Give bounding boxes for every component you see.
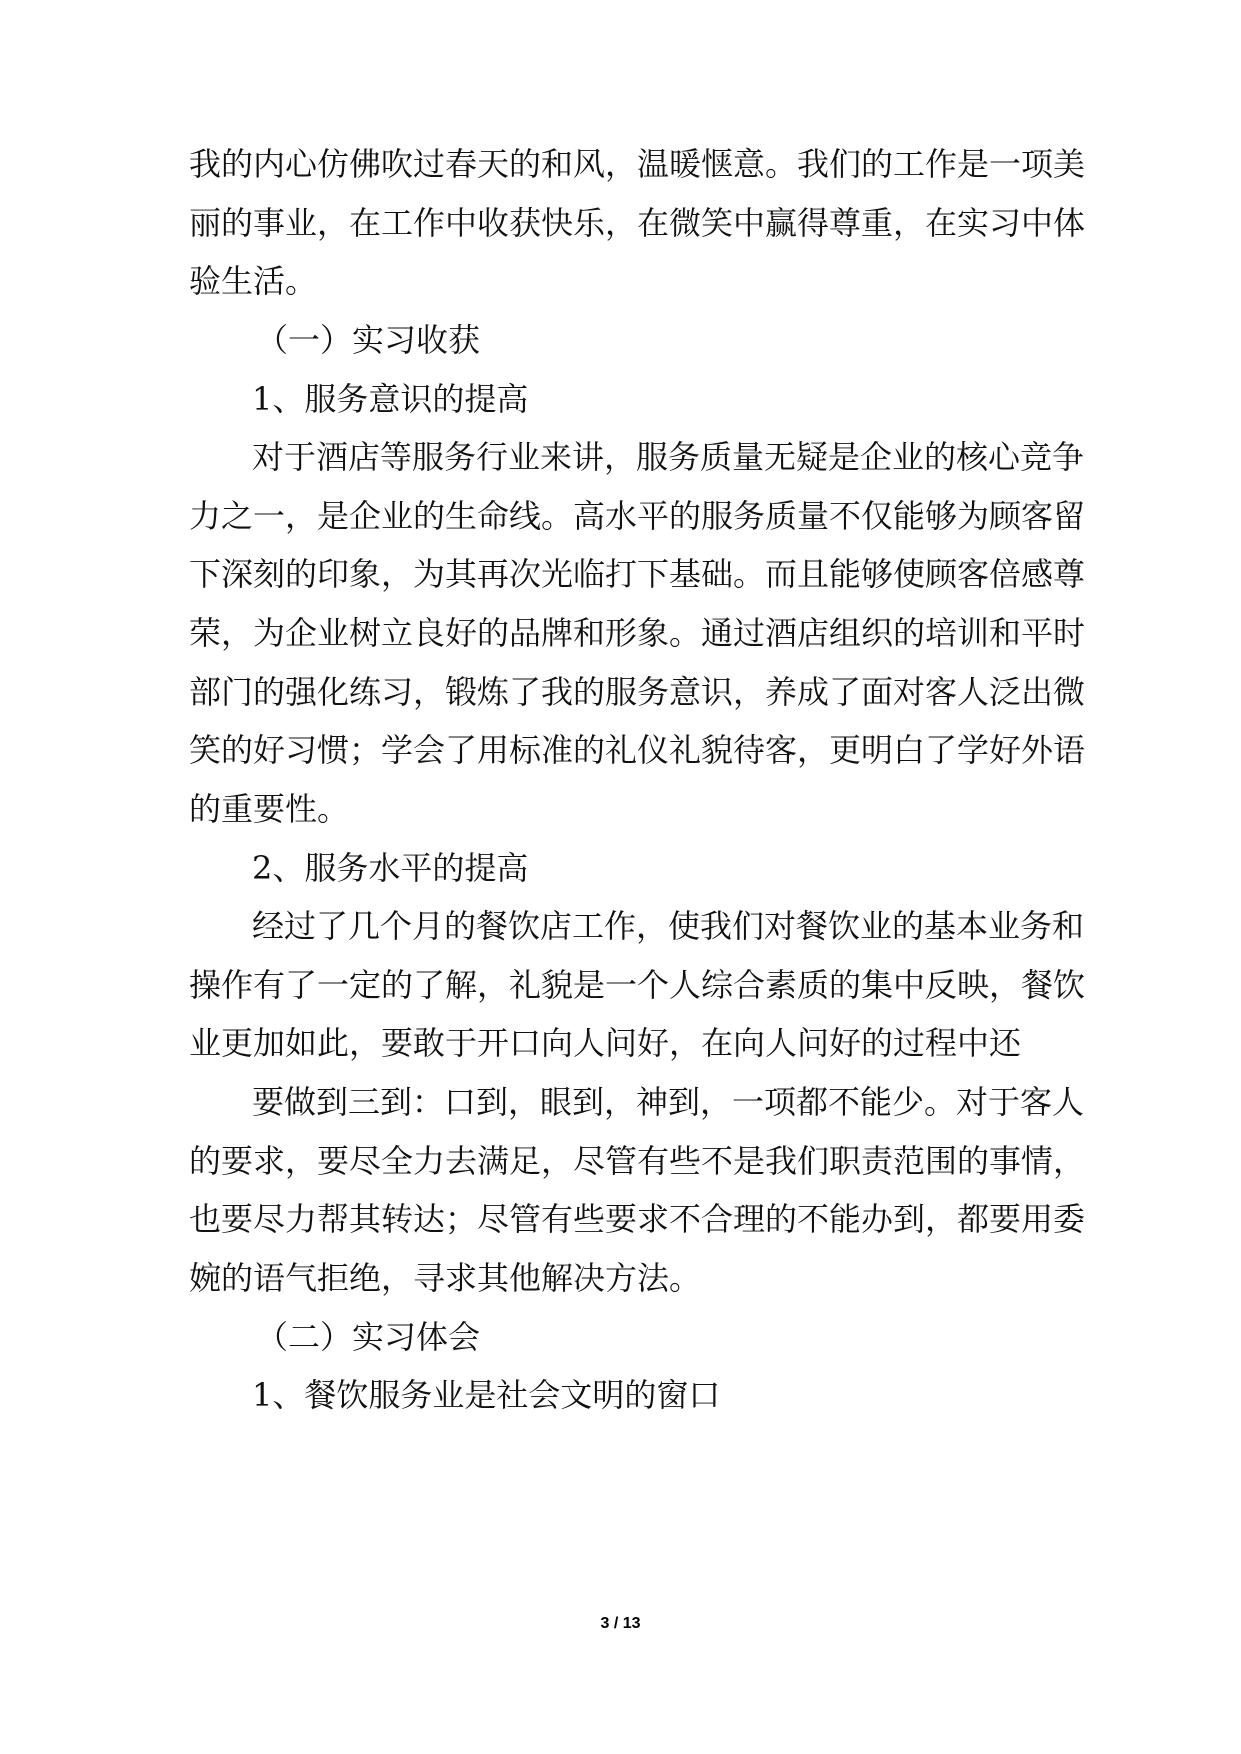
body-text-line: 笑的好习惯；学会了用标准的礼仪礼貌待客，更明白了学好外语 [189,731,1086,769]
body-text-line: 荣，为企业树立良好的品牌和形象。通过酒店组织的培训和平时 [189,614,1086,652]
section-heading: （二）实习体会 [256,1318,481,1356]
body-text-line: 业更加如此，要敢于开口向人问好，在向人问好的过程中还 [189,1024,1022,1062]
body-text-line: 验生活。 [189,262,318,300]
body-text-line: 下深刻的印象，为其再次光临打下基础。而且能够使顾客倍感尊 [189,555,1086,593]
body-text-line: 也要尽力帮其转达；尽管有些要求不合理的不能办到，都要用委 [189,1200,1086,1238]
body-text-line: 要做到三到：口到，眼到，神到，一项都不能少。对于客人 [252,1083,1085,1121]
body-text-line: 丽的事业，在工作中收获快乐，在微笑中赢得尊重，在实习中体 [189,204,1086,242]
body-text-line: 我的内心仿佛吹过春天的和风，温暖惬意。我们的工作是一项美 [189,145,1086,183]
body-text-line: 操作有了一定的了解，礼貌是一个人综合素质的集中反映，餐饮 [189,966,1086,1004]
body-text-line: 的要求，要尽全力去满足，尽管有些不是我们职责范围的事情， [189,1142,1086,1180]
body-text-line: 婉的语气拒绝，寻求其他解决方法。 [189,1259,702,1297]
section-heading: （一）实习收获 [256,321,481,359]
subsection-heading: 1、服务意识的提高 [252,380,529,418]
body-text-line: 对于酒店等服务行业来讲，服务质量无疑是企业的核心竞争 [252,438,1085,476]
subsection-heading: 2、服务水平的提高 [252,849,529,887]
body-text-line: 力之一，是企业的生命线。高水平的服务质量不仅能够为顾客留 [189,497,1086,535]
subsection-heading: 1、餐饮服务业是社会文明的窗口 [252,1376,721,1414]
body-text-line: 的重要性。 [189,790,350,828]
body-text-line: 部门的强化练习，锻炼了我的服务意识，养成了面对客人泛出微 [189,673,1086,711]
page-number: 3 / 13 [600,1615,641,1632]
body-text-line: 经过了几个月的餐饮店工作，使我们对餐饮业的基本业务和 [252,907,1085,945]
